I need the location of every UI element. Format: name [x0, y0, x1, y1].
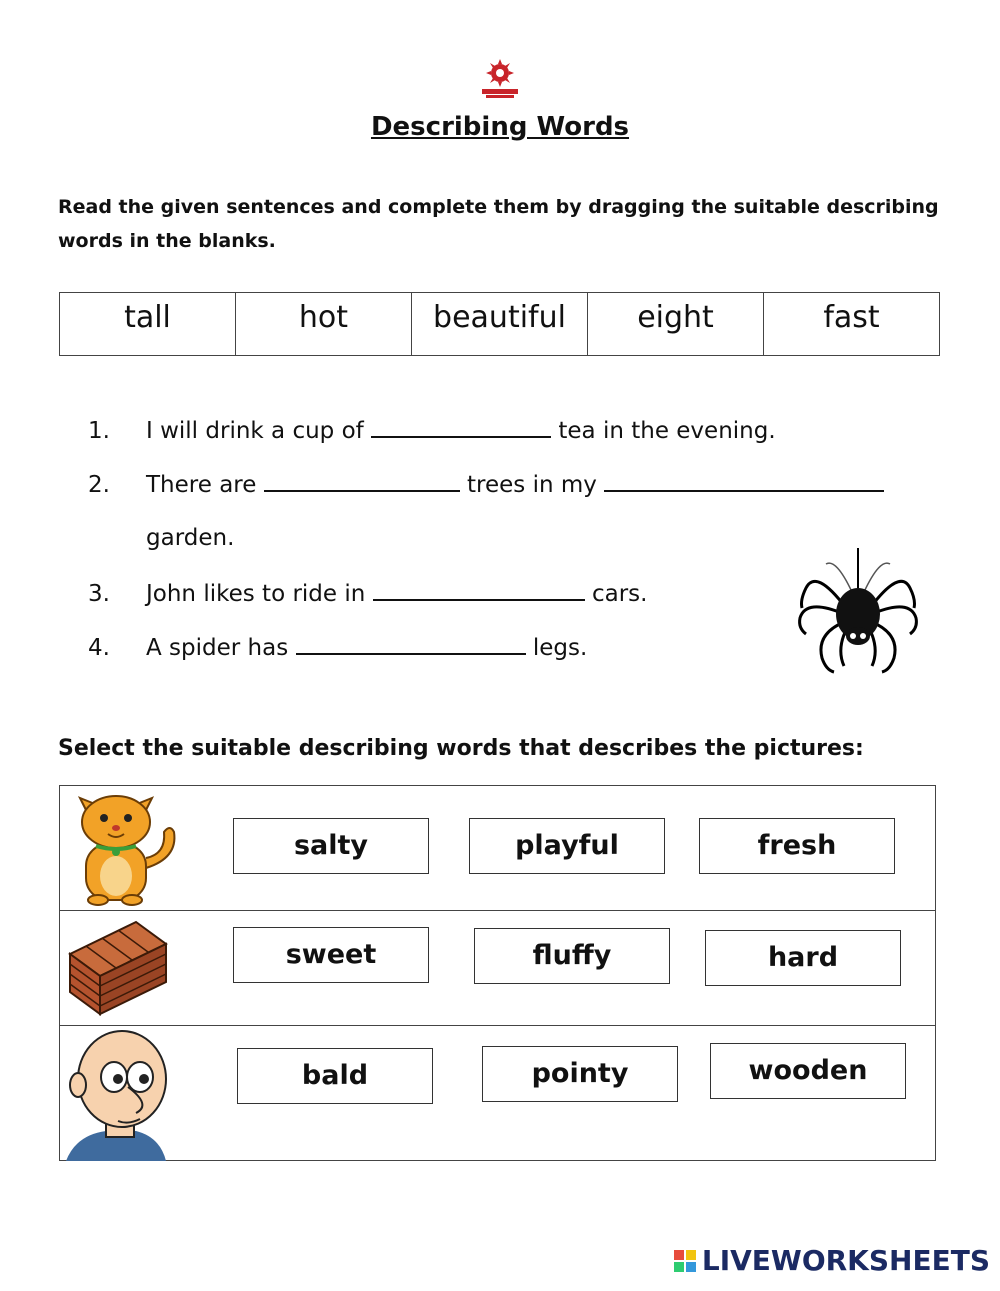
picture-table	[59, 785, 936, 1161]
sentence-2-continued: garden.	[146, 525, 235, 551]
word-bank-hot[interactable]: hot	[236, 293, 412, 355]
picture-row-bald-man	[60, 1025, 935, 1162]
sentence-number: 2.	[88, 472, 110, 498]
sentence-1	[88, 414, 776, 446]
word-bank-fast[interactable]: fast	[823, 300, 880, 335]
sentence-text: trees in my	[467, 472, 597, 498]
sentence-text: legs.	[532, 635, 588, 661]
sentence-text: I will drink a cup of	[146, 418, 364, 444]
step-by-step-logo-icon	[476, 56, 524, 100]
option-sweet[interactable]: sweet	[233, 927, 429, 983]
sentence-2	[88, 468, 884, 500]
sentence-number: 1.	[88, 418, 110, 444]
option-pointy[interactable]: pointy	[482, 1046, 678, 1102]
instructions: Read the given sentences and complete them by dragging the suitable describing words in the blanks.	[58, 196, 939, 252]
page-title: Describing Words	[370, 112, 630, 142]
sentence-4	[88, 631, 587, 663]
option-playful[interactable]: playful	[469, 818, 665, 874]
brand-name: LIVEWORKSHEETS	[701, 1244, 990, 1277]
sentence-text: cars.	[591, 581, 648, 607]
brick-wall-icon	[66, 914, 170, 1018]
blank-2a[interactable]	[264, 468, 460, 492]
sentence-text: John likes to ride in	[146, 581, 366, 607]
liveworksheets-logo	[674, 1244, 990, 1277]
spider-icon	[796, 548, 920, 676]
word-bank	[59, 292, 940, 356]
liveworksheets-blocks-icon	[674, 1250, 696, 1272]
bald-man-icon	[66, 1027, 176, 1161]
blank-2b[interactable]	[604, 468, 884, 492]
word-bank-eight[interactable]: eight	[588, 293, 764, 355]
picture-row-brick-wall	[60, 910, 935, 1026]
option-fresh[interactable]: fresh	[699, 818, 895, 874]
sentence-text: tea in the evening.	[558, 418, 776, 444]
option-salty[interactable]: salty	[233, 818, 429, 874]
section2-instructions: Select the suitable describing words that describes the pictures:	[58, 736, 864, 761]
sentence-3	[88, 577, 647, 609]
blank-4[interactable]	[296, 631, 526, 655]
blank-3[interactable]	[373, 577, 585, 601]
sentence-text: There are	[146, 472, 257, 498]
picture-row-cat	[60, 786, 935, 911]
option-fluffy[interactable]: fluffy	[474, 928, 670, 984]
sentence-text: A spider has	[146, 635, 289, 661]
sentence-number: 3.	[88, 581, 110, 607]
option-wooden[interactable]: wooden	[710, 1043, 906, 1099]
option-hard[interactable]: hard	[705, 930, 901, 986]
word-bank-beautiful[interactable]: beautiful	[412, 293, 588, 355]
cat-icon	[66, 788, 182, 908]
blank-1[interactable]	[371, 414, 551, 438]
sentence-number: 4.	[88, 635, 110, 661]
word-bank-tall[interactable]: tall	[60, 293, 236, 355]
option-bald[interactable]: bald	[237, 1048, 433, 1104]
